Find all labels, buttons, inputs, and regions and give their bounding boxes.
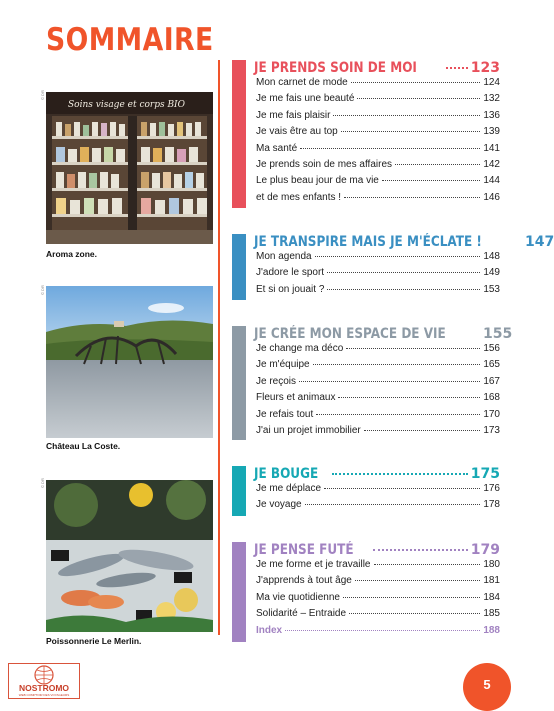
section-title: JE PENSE FUTÉ bbox=[254, 542, 354, 558]
toc-entry[interactable]: Je m'équipe 165 bbox=[256, 359, 500, 371]
nostromo-logo bbox=[8, 663, 80, 699]
caption-aroma-zone: Aroma zone. bbox=[46, 249, 98, 259]
toc-entry[interactable]: Je me fais une beauté 132 bbox=[256, 93, 500, 105]
section-page: 147 bbox=[524, 234, 554, 250]
section-pense-fute bbox=[232, 542, 500, 642]
photo-credit-3: © DR bbox=[40, 478, 45, 488]
section-color-bar bbox=[232, 466, 246, 516]
toc-entry[interactable]: Je me forme et je travaille 180 bbox=[256, 559, 500, 570]
photo-credit-1: © DR bbox=[40, 90, 45, 100]
toc-entry[interactable]: Solidarité – Entraide 185 bbox=[256, 608, 500, 620]
section-espace-de-vie bbox=[232, 326, 513, 440]
section-heading[interactable] bbox=[254, 234, 554, 250]
section-page: 123 bbox=[470, 60, 500, 76]
entry-list bbox=[256, 483, 500, 516]
toc-entry[interactable]: Mon agenda 148 bbox=[256, 251, 500, 262]
entry-list bbox=[256, 343, 500, 441]
section-bouge bbox=[232, 466, 500, 516]
section-color-bar bbox=[232, 234, 246, 300]
section-page: 175 bbox=[470, 466, 500, 482]
photo-poissonnerie-le-merlin bbox=[46, 480, 213, 632]
toc-entry[interactable]: J'adore le sport 149 bbox=[256, 267, 500, 279]
toc-entry[interactable]: Fleurs et animaux 168 bbox=[256, 392, 500, 404]
toc-entry[interactable]: Mon carnet de mode 124 bbox=[256, 77, 500, 88]
entry-list bbox=[256, 77, 500, 208]
toc-entry[interactable]: et de mes enfants ! 146 bbox=[256, 191, 500, 203]
entry-list bbox=[256, 559, 500, 641]
shop-sign-text: Soins visage et corps BIO bbox=[68, 100, 185, 110]
section-title: JE BOUGE bbox=[254, 466, 319, 482]
orange-divider bbox=[218, 60, 220, 635]
toc-entry[interactable]: Le plus beau jour de ma vie 144 bbox=[256, 175, 500, 187]
section-color-bar bbox=[232, 60, 246, 208]
toc-entry[interactable]: Ma santé 141 bbox=[256, 142, 500, 154]
photo-credit-2: © DR bbox=[40, 285, 45, 295]
section-heading[interactable] bbox=[254, 466, 500, 482]
toc-entry-index[interactable]: Index 188 bbox=[256, 624, 500, 636]
toc-entry[interactable]: J'apprends à tout âge 181 bbox=[256, 575, 500, 587]
page-title: SOMMAIRE bbox=[46, 22, 214, 58]
toc-entry[interactable]: Je voyage 178 bbox=[256, 499, 500, 511]
toc-entry[interactable]: Je me fais plaisir 136 bbox=[256, 109, 500, 121]
section-page: 179 bbox=[470, 542, 500, 558]
toc-entry[interactable]: Et si on jouait ? 153 bbox=[256, 283, 500, 295]
toc-entry[interactable]: J'ai un projet immobilier 173 bbox=[256, 424, 500, 436]
photo-aroma-zone bbox=[46, 92, 213, 244]
section-color-bar bbox=[232, 326, 246, 440]
toc-entry[interactable]: Je refais tout 170 bbox=[256, 408, 500, 420]
caption-chateau-la-coste: Château La Coste. bbox=[46, 441, 121, 451]
section-title: JE PRENDS SOIN DE MOI bbox=[254, 60, 417, 76]
caption-poissonnerie-le-merlin: Poissonnerie Le Merlin. bbox=[46, 636, 142, 646]
section-color-bar bbox=[232, 542, 246, 642]
toc-entry[interactable]: Ma vie quotidienne 184 bbox=[256, 591, 500, 603]
toc-entry[interactable]: Je me déplace 176 bbox=[256, 483, 500, 494]
section-heading[interactable] bbox=[254, 542, 500, 558]
toc-entry[interactable]: Je vais être au top 139 bbox=[256, 126, 500, 138]
logo-name: NOSTROMO bbox=[18, 683, 70, 693]
section-title: JE TRANSPIRE MAIS JE M'ÉCLATE ! bbox=[254, 234, 482, 250]
toc-entry[interactable]: Je prends soin de mes affaires 142 bbox=[256, 158, 500, 170]
section-transpire bbox=[232, 234, 554, 300]
section-page: 155 bbox=[482, 326, 513, 342]
section-title: JE CRÉE MON ESPACE DE VIE bbox=[254, 326, 446, 342]
page-number: 5 bbox=[463, 663, 511, 711]
toc-entry[interactable]: Je change ma déco 156 bbox=[256, 343, 500, 354]
entry-list bbox=[256, 251, 500, 300]
section-heading[interactable] bbox=[254, 326, 513, 342]
section-heading[interactable] bbox=[254, 60, 500, 76]
logo-tagline: WEB COMPTOIR DES VOYAGEURS bbox=[18, 693, 70, 697]
photo-chateau-la-coste bbox=[46, 286, 213, 438]
toc-entry[interactable]: Je reçois 167 bbox=[256, 375, 500, 387]
section-prends-soin bbox=[232, 60, 500, 208]
